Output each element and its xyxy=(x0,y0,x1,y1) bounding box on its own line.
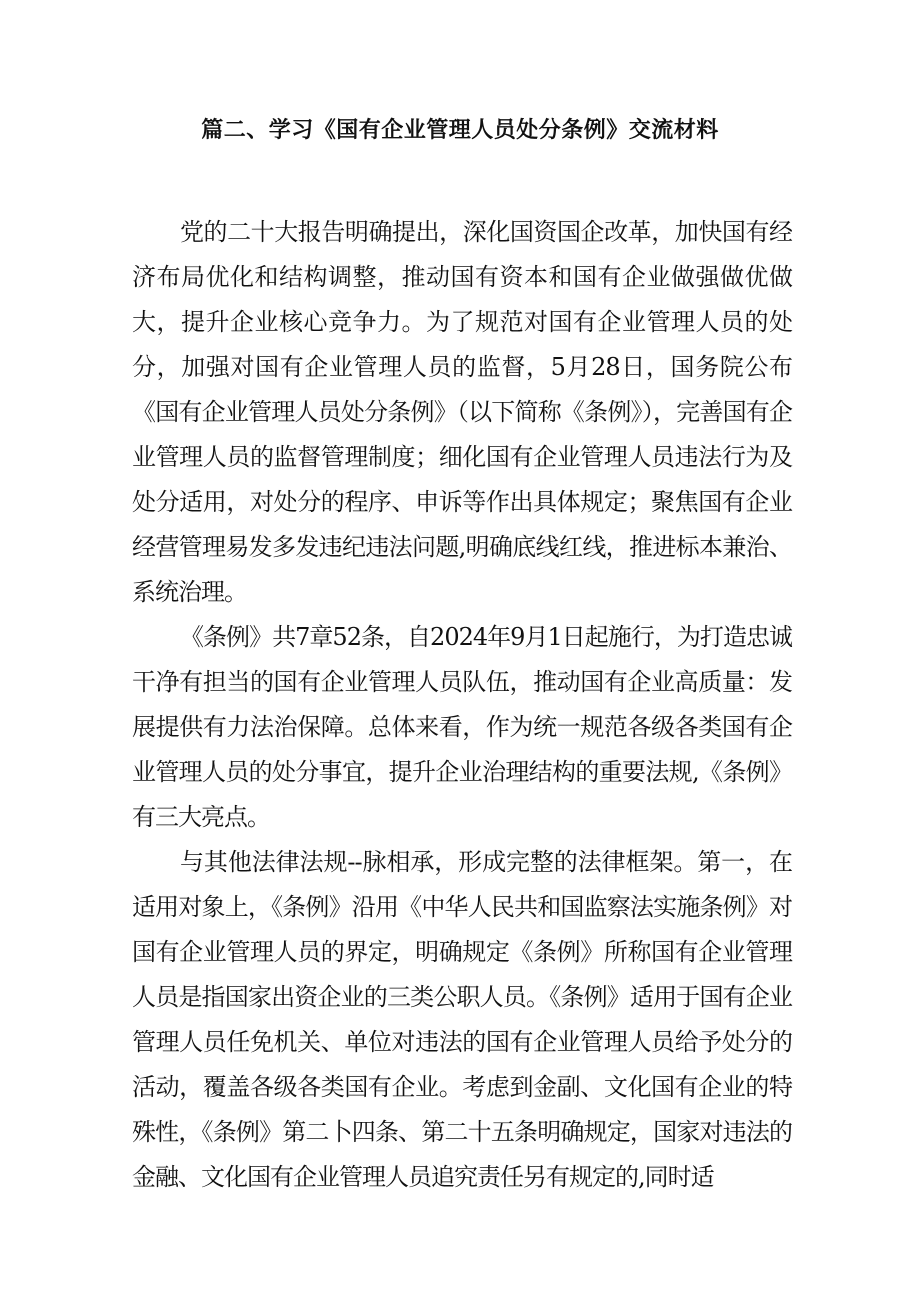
paragraph-3: 与其他法律法规--脉相承，形成完整的法律框架。第一，在适用对象上，《条例》沿用《中华人民共和国监察法实施条例》对国有企业管理人员的界定，明确规定《条例》所称国有企业管理人员是指国家出资企业的三类公职人员。《条例》适用于国有企业管理人员任免机关、单位对违法的国有企业管理人员给予处分的活动，覆盖各级各类国有企业。考虑到金副、文化国有企业的特殊性，《条例》第二卜四条、第二十五条明确规定，国家对违法的金融、文化国有企业管理人员追究责任另有规定的,同时适 xyxy=(132,848,792,1191)
paragraph-2: 《条例》共7章52条，自2024年9月1日起施行，为打造忠诚干净有担当的国有企业管理人员队伍，推动国有企业高质量：发展提供有力法治保障。总体来看，作为统一规范各级各类国有企业管理人员的处分事宜，提升企业治理结构的重要法规,《条例》有三大亮点。 xyxy=(132,623,792,831)
document-title: 篇二、学习《国有企业管理人员处分条例》交流材料 xyxy=(201,118,719,143)
document-body xyxy=(132,210,792,1200)
paragraph-1: 党的二十大报告明确提出，深化国资国企改革，加快国有经济布局优化和结构调整，推动国有资本和国有企业做强做优做大，提升企业核心竞争力。为了规范对国有企业管理人员的处分，加强对国有企业管理人员的监督，5月28日，国务院公布《国有企业管理人员处分条例》（以下简称《条例》），完善国有企业管理人员的监督管理制度；细化国有企业管理人员违法行为及处分适用，对处分的程序、申诉等作出具体规定；聚焦国有企业经营管理易发多发违纪违法问题,明确底线红线，推进标本兼治、系统治理。 xyxy=(132,218,792,606)
